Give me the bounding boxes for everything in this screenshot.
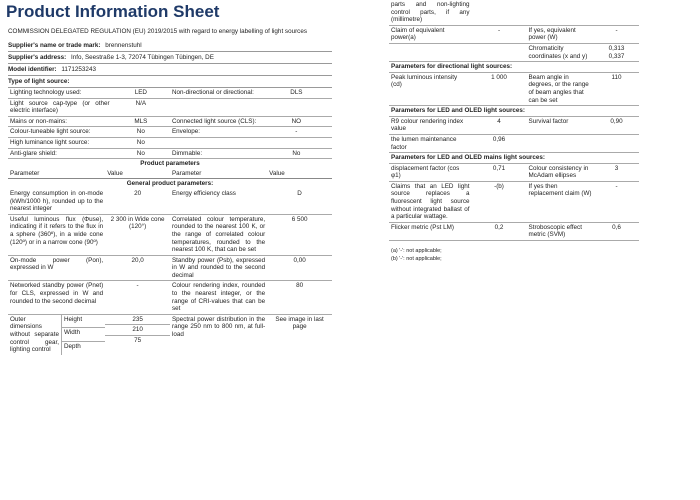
claim-power-value: - bbox=[472, 25, 527, 43]
param-value: 20 bbox=[105, 189, 170, 214]
type-value-2 bbox=[261, 137, 332, 148]
spd-label: Spectral power distribution in the range 250 nm to 800 nm, at full-load bbox=[171, 315, 266, 339]
type-value-2: No bbox=[261, 148, 332, 159]
claim-power-label: Claim of equivalent power(a) bbox=[389, 25, 472, 43]
maintenance-value: 0,96 bbox=[472, 134, 527, 152]
type-value: No bbox=[112, 148, 170, 159]
type-label-2 bbox=[170, 137, 261, 148]
type-value: No bbox=[112, 137, 170, 148]
survival-label: Survival factor bbox=[527, 116, 595, 134]
type-row bbox=[8, 88, 332, 98]
type-label: Mains or non-mains: bbox=[8, 116, 112, 127]
consistency-value: 3 bbox=[594, 163, 639, 181]
type-row bbox=[8, 116, 332, 127]
if-yes-replace-value: - bbox=[594, 181, 639, 222]
flicker-row bbox=[389, 222, 639, 240]
param-label-2: Correlated colour temperature, rounded to the nearest 100 K, or the range of correlated colour temperatures, rounded to the nearest 100 K, that can be set bbox=[170, 214, 267, 255]
params-table-wrap bbox=[8, 159, 332, 355]
chromaticity-x: 0,313 bbox=[608, 44, 625, 52]
dimensions-row bbox=[8, 314, 332, 354]
maintenance-row bbox=[389, 134, 639, 152]
type-value-2 bbox=[261, 98, 332, 116]
type-table-wrap bbox=[8, 88, 332, 159]
type-row bbox=[8, 98, 332, 116]
type-value: No bbox=[112, 127, 170, 138]
param-label: On-mode power (Pon), expressed in W bbox=[8, 255, 105, 281]
supplier-address-value: Info, Seestraße 1-3, 72074 Tübingen Tübingen, DE bbox=[70, 54, 214, 61]
param-value-2: 80 bbox=[267, 281, 332, 314]
consistency-label: Colour consistency in McAdam ellipses bbox=[527, 163, 595, 181]
type-label-2 bbox=[170, 98, 261, 116]
param-value-2: 6 500 bbox=[267, 214, 332, 255]
type-label-2: Dimmable: bbox=[170, 148, 261, 159]
type-row bbox=[8, 137, 332, 148]
param-label: Useful luminous flux (Φuse), indicating if it refers to the flux in a sphere (360º), in a wide cone (120º) or in a narrow cone (90º) bbox=[8, 214, 105, 255]
r9-label: R9 colour rendering index value bbox=[389, 116, 472, 134]
displacement-value: 0,71 bbox=[472, 163, 527, 181]
type-label: Lighting technology used: bbox=[8, 88, 112, 98]
survival-value: 0,90 bbox=[594, 116, 639, 134]
directional-heading: Parameters for directional light sources: bbox=[389, 62, 639, 73]
stroboscopic-label: Stroboscopic effect metric (SVM) bbox=[527, 222, 595, 240]
beam-angle-value: 110 bbox=[594, 72, 639, 105]
width-value: 210 bbox=[105, 325, 170, 336]
width-label: Width bbox=[61, 328, 105, 342]
chromaticity-row bbox=[389, 43, 639, 61]
height-value: 235 bbox=[105, 315, 170, 326]
param-label-2: Energy efficiency class bbox=[170, 189, 267, 214]
r9-value: 4 bbox=[472, 116, 527, 134]
param-row bbox=[8, 189, 332, 214]
col-value: Value bbox=[105, 169, 170, 179]
claims-row bbox=[389, 181, 639, 222]
product-parameters-heading: Product parameters bbox=[140, 160, 200, 168]
param-label-2: Colour rendering index, rounded to the nearest integer, or the range of CRI-values that can be set bbox=[170, 281, 267, 314]
type-label-2: Connected light source (CLS): bbox=[170, 116, 261, 127]
supplier-address-label: Supplier's address: bbox=[8, 54, 67, 61]
param-row bbox=[8, 214, 332, 255]
type-label: High luminance light source: bbox=[8, 137, 112, 148]
col-parameter: Parameter bbox=[8, 169, 105, 179]
led-mains-heading: Parameters for LED and OLED mains light sources: bbox=[389, 153, 639, 164]
maintenance-label: the lumen maintenance factor bbox=[389, 134, 472, 152]
dimensions-label: Outer dimensions without separate control gear, lighting control bbox=[8, 315, 61, 355]
peak-intensity-row bbox=[389, 72, 639, 105]
type-value: N/A bbox=[112, 98, 170, 116]
param-label: Energy consumption in on-mode (kWh/1000 h), rounded up to the nearest integer bbox=[8, 189, 105, 214]
right-table bbox=[389, 0, 639, 241]
r9-row bbox=[389, 116, 639, 134]
right-page bbox=[385, 0, 700, 500]
supplier-name-label: Supplier's name or trade mark: bbox=[8, 42, 101, 49]
col-parameter-2: Parameter bbox=[170, 169, 267, 179]
general-parameters-heading: General product parameters: bbox=[126, 180, 214, 188]
params-table bbox=[8, 159, 332, 355]
type-value: MLS bbox=[112, 116, 170, 127]
dimensions-continued: parts and non-lighting control parts, if any (millimetre) bbox=[389, 0, 472, 25]
footnotes bbox=[391, 247, 700, 263]
flicker-label: Flicker metric (Pst LM) bbox=[389, 222, 472, 240]
type-label: Colour-tuneable light source: bbox=[8, 127, 112, 138]
type-label: Anti-glare shield: bbox=[8, 148, 112, 159]
displacement-label: displacement factor (cos φ1) bbox=[389, 163, 472, 181]
height-label: Height bbox=[61, 315, 105, 328]
left-page bbox=[0, 0, 338, 500]
claim-power-row bbox=[389, 25, 639, 43]
param-row bbox=[8, 255, 332, 281]
type-row bbox=[8, 148, 332, 159]
claims-label: Claims that an LED light source replaces a fluorescent light source without integrated ballast of a particular wattage. bbox=[389, 181, 472, 222]
if-yes-power-label: If yes, equivalent power (W) bbox=[527, 25, 595, 43]
type-row bbox=[8, 127, 332, 138]
peak-intensity-label: Peak luminous intensity (cd) bbox=[389, 72, 472, 105]
param-value: 2 300 in Wide cone (120°) bbox=[105, 214, 170, 255]
if-yes-replace-label: If yes then replacement claim (W) bbox=[527, 181, 595, 222]
supplier-address-row bbox=[8, 52, 332, 64]
param-label-2: Standby power (Psb), expressed in W and rounded to the second decimal bbox=[170, 255, 267, 281]
footnote-b: (b) '-': not applicable; bbox=[391, 256, 442, 263]
displacement-row bbox=[389, 163, 639, 181]
stroboscopic-value: 0,6 bbox=[594, 222, 639, 240]
type-value-2: - bbox=[261, 127, 332, 138]
param-value: 20,0 bbox=[105, 255, 170, 281]
type-value: LED bbox=[112, 88, 170, 98]
model-identifier-label: Model identifier: bbox=[8, 66, 57, 73]
peak-intensity-value: 1 000 bbox=[472, 72, 527, 105]
led-heading: Parameters for LED and OLED light sources: bbox=[389, 106, 639, 117]
beam-angle-label: Beam angle in degrees, or the range of beam angles that can be set bbox=[527, 72, 595, 105]
supplier-name-value: brennenstuhl bbox=[105, 42, 142, 49]
type-value-2: DLS bbox=[261, 88, 332, 98]
page-title: Product Information Sheet bbox=[6, 2, 220, 21]
type-label-2: Non-directional or directional: bbox=[170, 88, 261, 98]
light-source-type-heading: Type of light source: bbox=[8, 76, 332, 88]
claims-value: -(b) bbox=[472, 181, 527, 222]
if-yes-power-value: - bbox=[594, 25, 639, 43]
col-value-2: Value bbox=[267, 169, 332, 179]
supplier-name-row bbox=[8, 40, 332, 52]
param-label: Networked standby power (Pnet) for CLS, expressed in W and rounded to the second decimal bbox=[8, 281, 105, 314]
spd-value: See image in last page bbox=[275, 315, 324, 331]
type-table bbox=[8, 88, 332, 159]
param-row bbox=[8, 281, 332, 314]
model-identifier-row bbox=[8, 64, 332, 76]
footnote-a: (a) '-': not applicable; bbox=[391, 248, 442, 255]
chromaticity-label: Chromaticity coordinates (x and y) bbox=[527, 43, 595, 61]
regulation-subtitle: COMMISSION DELEGATED REGULATION (EU) 2019/2015 with regard to energy labelling of light sources bbox=[8, 28, 307, 35]
type-label: Light source cap-type (or other electric interface) bbox=[8, 98, 112, 116]
flicker-value: 0,2 bbox=[472, 222, 527, 240]
type-label-2: Envelope: bbox=[170, 127, 261, 138]
model-identifier-value: 1171253243 bbox=[61, 66, 96, 73]
param-value-2: D bbox=[267, 189, 332, 214]
type-value-2: NO bbox=[261, 116, 332, 127]
param-value-2: 0,00 bbox=[267, 255, 332, 281]
depth-label: Depth bbox=[63, 343, 81, 351]
depth-value: 75 bbox=[134, 337, 142, 345]
param-value: - bbox=[105, 281, 170, 314]
chromaticity-y: 0,337 bbox=[608, 52, 625, 60]
